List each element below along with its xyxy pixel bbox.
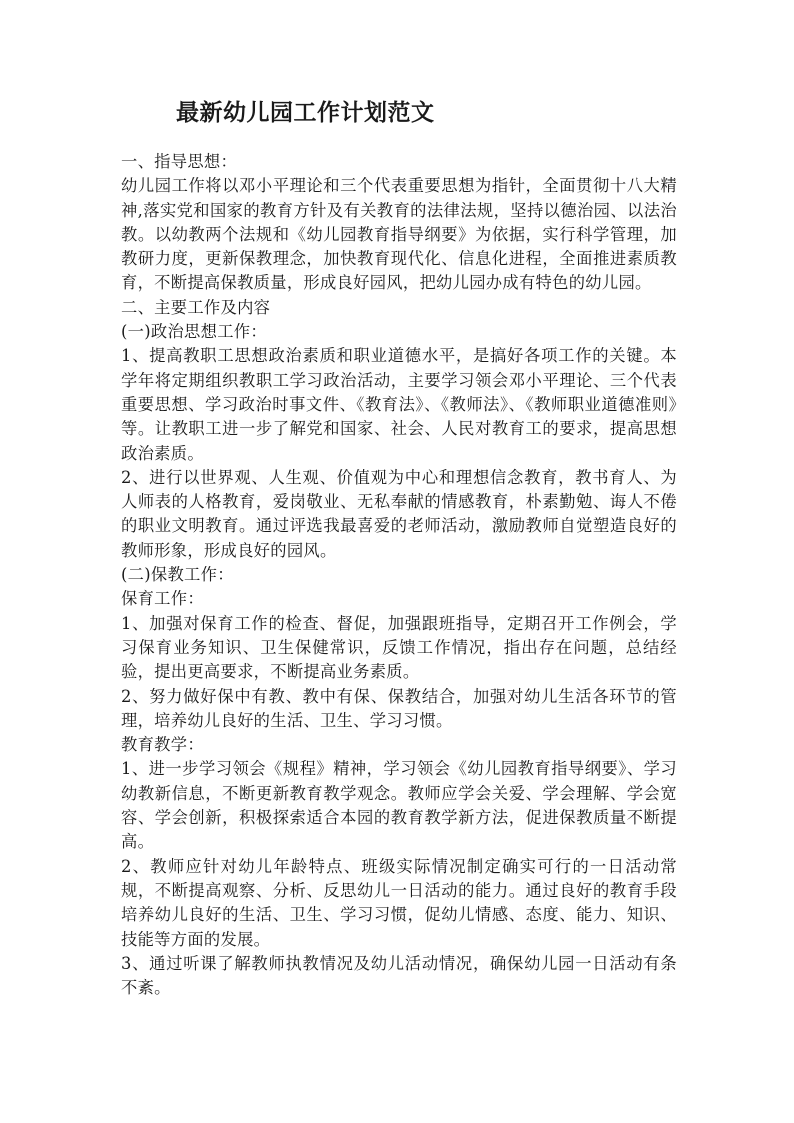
- section-heading-main-work: 二、主要工作及内容: [121, 297, 271, 317]
- paragraph-political-item-2: 2、进行以世界观、人生观、价值观为中心和理想信念教育，教书育人、为人师表的人格教育，爱岗敬业、无私奉献的情感教育，朴素勤勉、诲人不倦的职业文明教育。通过评选我最喜爱的老师活动，激励教师自觉塑造良好的教师形象，形成良好的园风。: [121, 467, 677, 560]
- paragraph-political-item-1: 1、提高教职工思想政治素质和职业道德水平，是搞好各项工作的关键。本学年将定期组织教职工学习政治活动，主要学习领会邓小平理论、三个代表重要思想、学习政治时事文件、《教育法》、《教师法》、《教师职业道德准则》等。让教职工进一步了解党和国家、社会、人民对教育工的要求，提高思想政治素质。: [121, 346, 677, 463]
- document-body: [121, 150, 677, 1000]
- paragraph-guiding-ideology: 幼儿园工作将以邓小平理论和三个代表重要思想为指针，全面贯彻十八大精神,落实党和国家的教育方针及有关教育的法律法规，坚持以德治园、以法治教。以幼教两个法规和《幼儿园教育指导纲要》为依据，实行科学管理，加教研力度，更新保教理念，加快教育现代化、信息化进程，全面推进素质教育，不断提高保教质量，形成良好园风，把幼儿园办成有特色的幼儿园。: [121, 176, 677, 293]
- subsection-heading-political-work: (一)政治思想工作：: [121, 322, 267, 342]
- paragraph-teaching-item-1: 1、进一步学习领会《规程》精神，学习领会《幼儿园教育指导纲要》、学习幼教新信息，不断更新教育教学观念。教师应学会关爱、学会理解、学会宽容、学会创新，积极探索适合本园的教育教学新方法，促进保教质量不断提高。: [121, 759, 677, 852]
- paragraph-care-item-1: 1、加强对保育工作的检查、督促，加强跟班指导，定期召开工作例会，学习保育业务知识、卫生保健常识，反馈工作情况，指出存在问题，总结经验，提出更高要求，不断提高业务素质。: [121, 613, 677, 682]
- paragraph-care-item-2: 2、努力做好保中有教、教中有保、保教结合，加强对幼儿生活各环节的管理，培养幼儿良好的生活、卫生、学习习惯。: [121, 686, 677, 730]
- subsection-heading-care-education: (二)保教工作：: [121, 565, 234, 585]
- paragraph-teaching-item-3: 3、通过听课了解教师执教情况及幼儿活动情况，确保幼儿园一日活动有条不紊。: [121, 953, 677, 998]
- subheading-teaching: 教育教学：: [121, 735, 204, 755]
- section-heading-guiding-ideology: 一、指导思想：: [121, 152, 238, 171]
- paragraph-teaching-item-2: 2、教师应针对幼儿年龄特点、班级实际情况制定确实可行的一日活动常规，不断提高观察、分析、反思幼儿一日活动的能力。通过良好的教育手段培养幼儿良好的生活、卫生、学习习惯，促幼儿情感、态度、能力、知识、技能等方面的发展。: [121, 856, 677, 949]
- document-title: 最新幼儿园工作计划范文: [176, 99, 435, 126]
- subheading-care-work: 保育工作：: [121, 589, 204, 609]
